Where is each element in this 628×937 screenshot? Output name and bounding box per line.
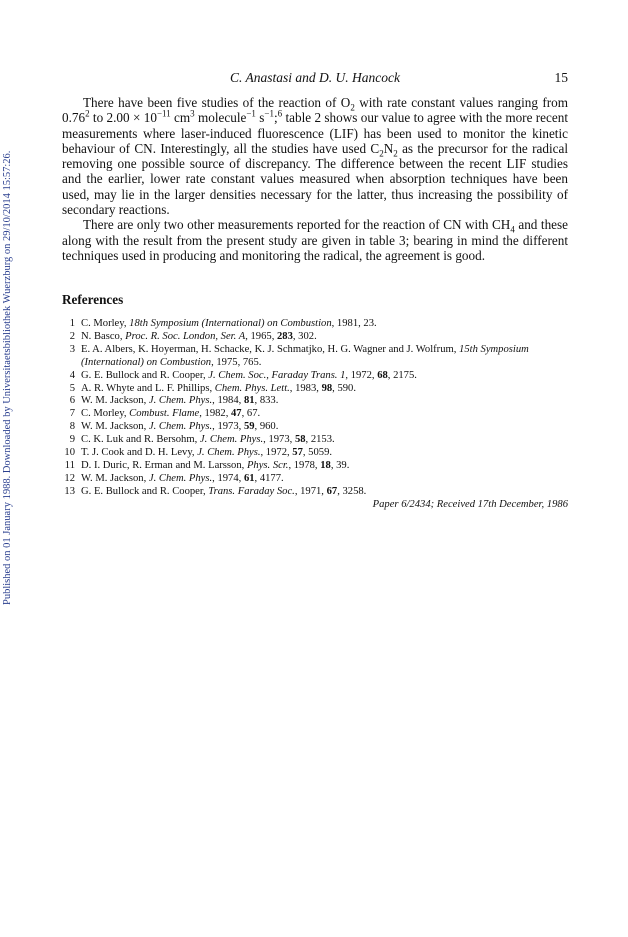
text-run: as the precursor for the radical removing one possible source of discrepancy. The difference between the recent LIF studies and the earlier, lower rate constant values measured when absorption techniques have been used, may lie in the larger densities necessary for the latter, thus increasing the possibility of secondary reactions.: [62, 140, 568, 218]
reference-text: [81, 486, 568, 499]
reference-authors: N. Basco,: [81, 330, 126, 342]
reference-pages: , 39.: [330, 459, 350, 471]
reference-number: 10: [64, 447, 75, 459]
reference-text: [81, 331, 568, 344]
reference-text: [81, 434, 568, 447]
reference-year: , 1972,: [345, 369, 378, 381]
reference-item: [62, 486, 568, 499]
reference-authors: D. I. Duric, R. Erman and M. Larsson,: [81, 459, 247, 471]
text-run: molecule: [194, 110, 247, 126]
reference-authors: G. E. Bullock and R. Cooper,: [81, 485, 209, 497]
reference-authors: G. E. Bullock and R. Cooper,: [81, 369, 209, 381]
reference-volume: 98: [321, 382, 333, 394]
reference-number: 3: [69, 343, 75, 355]
reference-text: [81, 421, 568, 434]
reference-text: [81, 383, 568, 396]
reference-year: , 1972,: [260, 447, 293, 459]
subscript: 2: [393, 148, 398, 159]
reference-number: 8: [69, 421, 75, 433]
reference-pages: , 960.: [254, 421, 279, 433]
reference-journal: 18th Symposium (International) on Combustion: [129, 318, 332, 329]
reference-item: [62, 421, 568, 434]
reference-item: [62, 434, 568, 447]
references-list: [62, 318, 568, 499]
reference-number: 11: [64, 459, 75, 471]
text-run: s: [255, 110, 265, 126]
reference-text: [81, 408, 568, 421]
superscript: 3: [190, 108, 195, 119]
reference-number: 9: [69, 434, 75, 446]
reference-journal: J. Chem. Phys.: [148, 472, 213, 484]
reference-item: [62, 383, 568, 396]
reference-year: , 1982,: [199, 408, 231, 420]
body-text: [62, 95, 568, 263]
page-number: 15: [554, 70, 568, 85]
reference-number: 4: [69, 369, 75, 381]
reference-item: [62, 370, 568, 383]
reference-item: [62, 331, 568, 344]
reference-pages: , 302.: [292, 330, 317, 342]
reference-text: [81, 344, 568, 370]
received-date: Paper 6/2434; Received 17th December, 1986: [372, 499, 568, 510]
references-heading: References: [62, 292, 124, 307]
reference-pages: , 3258.: [337, 485, 367, 497]
reference-pages: , 1975, 765.: [211, 356, 262, 368]
reference-journal: J. Chem. Soc., Faraday Trans. 1: [208, 369, 346, 381]
reference-text: [81, 395, 568, 408]
reference-authors: C. Morley,: [81, 408, 130, 420]
reference-authors: W. M. Jackson,: [81, 472, 149, 484]
reference-text: [81, 318, 568, 331]
reference-pages: , 67.: [241, 408, 261, 420]
reference-volume: 61: [243, 472, 255, 484]
superscript: −1: [246, 108, 256, 119]
reference-volume: 18: [320, 459, 331, 471]
reference-volume: 67: [326, 485, 338, 497]
reference-item: [62, 460, 568, 473]
reference-text: [81, 473, 568, 486]
download-watermark: [2, 100, 18, 605]
reference-journal: J. Chem. Phys.: [199, 434, 264, 446]
running-header-authors: C. Anastasi and D. U. Hancock: [230, 70, 400, 85]
reference-year: , 1984,: [212, 395, 244, 407]
reference-text: [81, 370, 568, 383]
reference-journal: J. Chem. Phys.: [197, 447, 261, 459]
reference-item: [62, 318, 568, 331]
reference-text: [81, 460, 568, 473]
reference-volume: 58: [294, 434, 306, 446]
reference-authors: T. J. Cook and D. H. Levy,: [81, 447, 198, 459]
reference-year: , 1965,: [245, 330, 277, 342]
text-run: table 2 shows our value to agree with the more recent measurements where laser-induced fluorescence (LIF) has been used to monitor the kinetic behaviour of CN. Interestingly, all the studies have used C: [62, 110, 568, 156]
text-run: to 2.00 × 10: [89, 110, 157, 126]
reference-year: , 1978,: [288, 459, 321, 471]
reference-number: 5: [69, 382, 75, 394]
reference-journal: Proc. R. Soc. London, Ser. A: [125, 330, 246, 342]
reference-volume: 68: [377, 369, 388, 381]
subscript: 4: [510, 225, 515, 236]
reference-pages: , 2153.: [305, 434, 335, 446]
reference-authors: E. A. Albers, K. Hoyerman, H. Schacke, K. J. Schmatjko, H. G. Wagner and J. Wolfrum,: [81, 343, 460, 355]
text-run: ;: [273, 110, 278, 126]
reference-journal: Chem. Phys. Lett.: [214, 382, 290, 394]
reference-volume: 47: [231, 408, 242, 420]
paragraph: [62, 217, 568, 263]
superscript: −1: [264, 108, 274, 119]
reference-journal: 15th Symposium (International) on Combustion: [81, 343, 529, 368]
reference-authors: C. Morley,: [81, 318, 130, 329]
reference-journal: J. Chem. Phys.: [148, 395, 213, 407]
reference-journal: Trans. Faraday Soc.: [208, 485, 295, 497]
reference-volume: 57: [292, 447, 303, 459]
text-run: with rate constant values ranging from 0.76: [62, 95, 569, 126]
reference-year: , 1974,: [212, 472, 244, 484]
superscript: −11: [156, 108, 171, 119]
reference-journal: Combust. Flame: [129, 408, 200, 420]
reference-pages: , 833.: [254, 395, 279, 407]
reference-pages: , 5059.: [302, 447, 333, 459]
reference-pages: , 2175.: [387, 369, 417, 381]
text-run: There have been five studies of the reaction of O: [83, 95, 351, 110]
reference-volume: 283: [276, 330, 293, 342]
reference-journal: J. Chem. Phys.: [148, 421, 213, 433]
reference-number: 13: [64, 485, 75, 497]
text-run: cm: [170, 110, 191, 126]
reference-year: , 1983,: [289, 382, 322, 394]
reference-authors: W. M. Jackson,: [81, 421, 149, 433]
text-run: There are only two other measurements reported for the reaction of CN with CH: [83, 217, 511, 233]
reference-authors: C. K. Luk and R. Bersohm,: [81, 434, 200, 446]
superscript: 2: [85, 108, 90, 119]
text-run: and these along with the result from the present study are given in table 3; bearing in mind the different techniques used in producing and monitoring the radical, the agreement is good.: [62, 217, 569, 263]
paragraph: [62, 95, 568, 217]
reference-pages: , 590.: [332, 382, 356, 394]
reference-year: , 1973,: [263, 434, 295, 446]
reference-number: 1: [69, 318, 75, 329]
running-header: [62, 70, 568, 90]
reference-year: , 1971,: [294, 485, 327, 497]
reference-number: 2: [69, 330, 75, 342]
reference-journal: Phys. Scr.: [246, 459, 289, 471]
reference-text: [81, 447, 568, 460]
reference-number: 6: [69, 395, 75, 407]
subscript: 2: [350, 102, 355, 113]
reference-authors: A. R. Whyte and L. F. Phillips,: [81, 382, 215, 394]
reference-volume: 59: [243, 421, 255, 433]
subscript: 2: [379, 148, 384, 159]
reference-year: , 1973,: [212, 421, 244, 433]
reference-item: [62, 447, 568, 460]
reference-pages: , 1981, 23.: [331, 318, 377, 329]
citation-superscript: 6: [277, 108, 283, 119]
reference-item: [62, 408, 568, 421]
reference-item: [62, 344, 568, 370]
text-run: N: [383, 140, 394, 156]
reference-volume: 81: [243, 395, 255, 407]
reference-number: 12: [64, 472, 75, 484]
reference-authors: W. M. Jackson,: [81, 395, 149, 407]
reference-item: [62, 395, 568, 408]
reference-number: 7: [69, 408, 75, 420]
reference-item: [62, 473, 568, 486]
reference-pages: , 4177.: [254, 472, 284, 484]
download-watermark-text: Published on 01 January 1988. Downloaded by Universitaetsbibliothek Wuerzburg on 29/10/2014 15:57:26.: [2, 150, 13, 605]
